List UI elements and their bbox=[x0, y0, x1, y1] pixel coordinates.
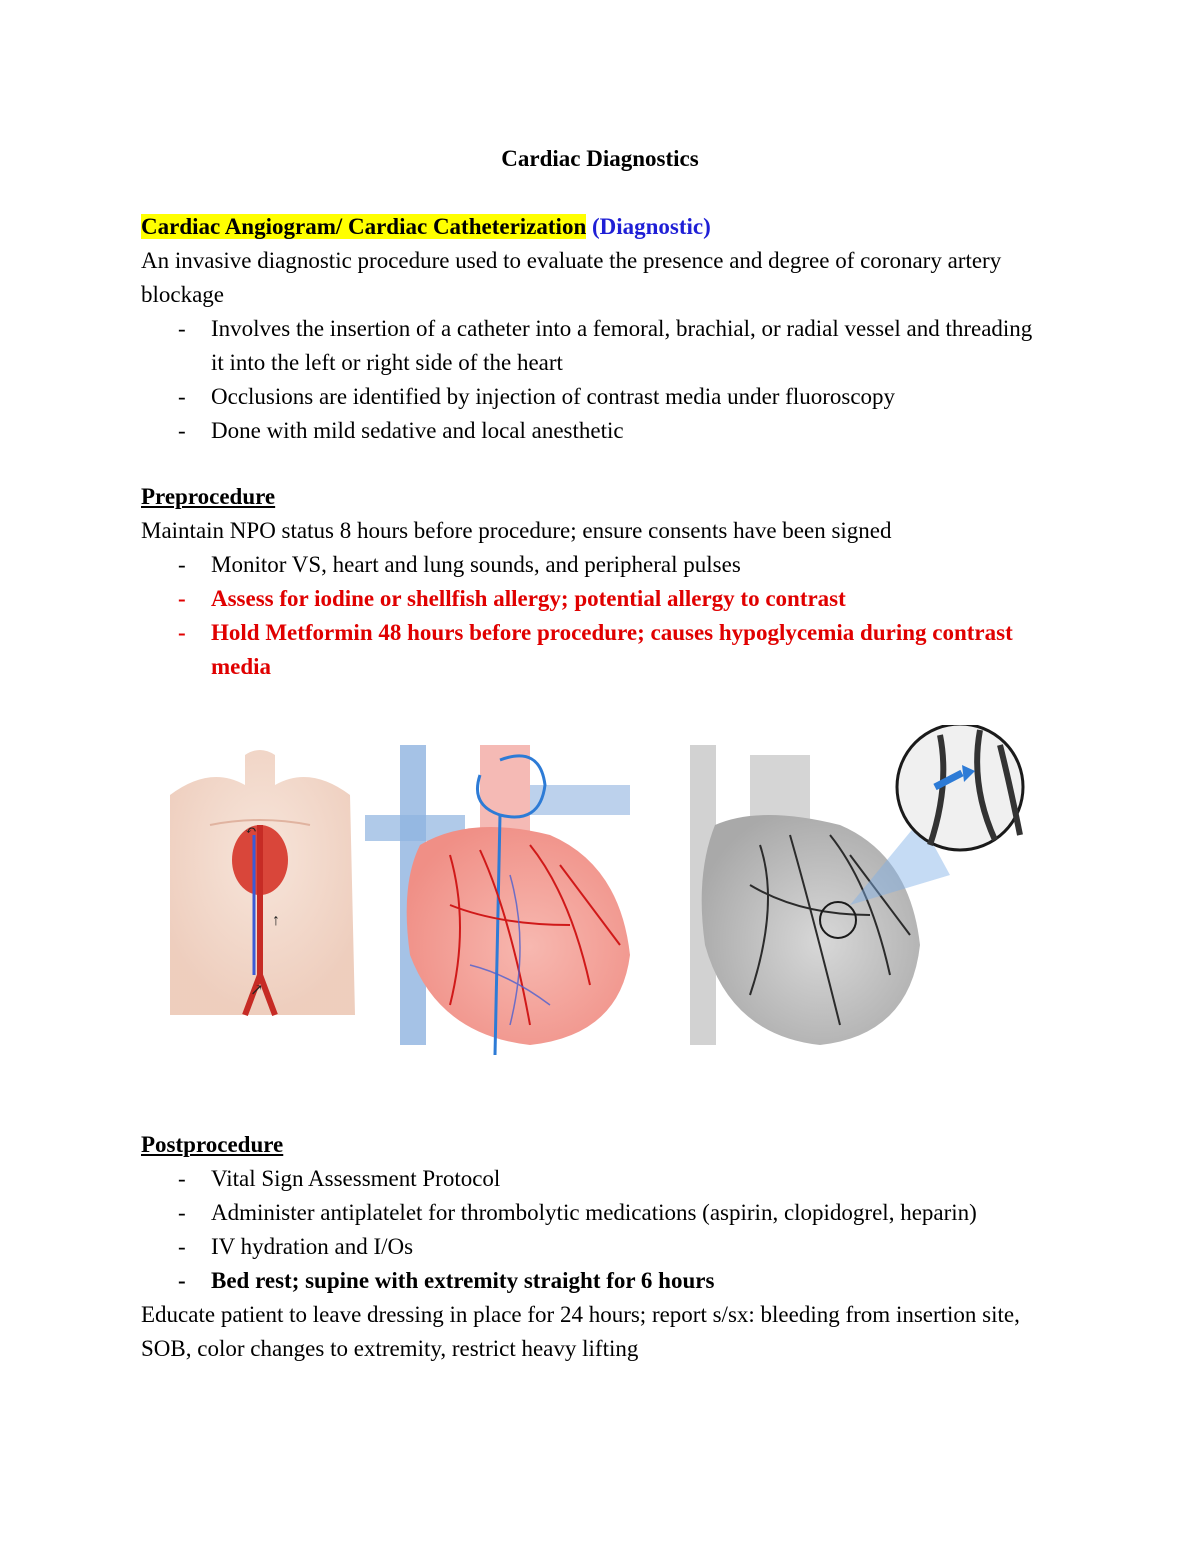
angiogram-panel bbox=[690, 725, 1023, 1045]
list-item bbox=[141, 1162, 1041, 1196]
list-item bbox=[141, 1196, 1041, 1230]
angiogram-bullet-list bbox=[141, 312, 1041, 448]
bullet-dash: - bbox=[178, 1200, 186, 1225]
page-title: Cardiac Diagnostics bbox=[501, 146, 699, 171]
list-item-text: Involves the insertion of a catheter into a femoral, brachial, or radial vessel and threading it into the left or right side of the heart bbox=[211, 316, 1033, 375]
list-item-warning bbox=[141, 616, 1041, 684]
angiogram-section bbox=[141, 210, 1041, 448]
bullet-dash: - bbox=[178, 1234, 186, 1259]
heart-catheter-panel bbox=[365, 745, 630, 1055]
svg-text:↗: ↗ bbox=[250, 982, 264, 999]
section-heading-line bbox=[141, 210, 1041, 244]
list-item-warning bbox=[141, 582, 1041, 616]
bullet-dash: - bbox=[178, 552, 186, 577]
list-item bbox=[141, 548, 1041, 582]
torso-panel bbox=[170, 750, 355, 1015]
list-item-text: Administer antiplatelet for thrombolytic medications (aspirin, clopidogrel, heparin) bbox=[211, 1200, 977, 1225]
list-item-text: Vital Sign Assessment Protocol bbox=[211, 1166, 501, 1191]
list-item bbox=[141, 1230, 1041, 1264]
list-item bbox=[141, 380, 1041, 414]
postprocedure-section bbox=[141, 1128, 1041, 1366]
preprocedure-section bbox=[141, 480, 1041, 684]
svg-text:↶: ↶ bbox=[245, 824, 257, 839]
list-item-text: Bed rest; supine with extremity straight for 6 hours bbox=[211, 1268, 715, 1293]
list-item-text: Hold Metformin 48 hours before procedure; causes hypoglycemia during contrast media bbox=[211, 620, 1013, 679]
postprocedure-heading: Postprocedure bbox=[141, 1132, 284, 1157]
list-item-text: Occlusions are identified by injection of contrast media under fluoroscopy bbox=[211, 384, 896, 409]
list-item bbox=[141, 414, 1041, 448]
postprocedure-closing: Educate patient to leave dressing in place for 24 hours; report s/sx: bleeding from insertion site, SOB, color changes to extremity, restrict heavy lifting bbox=[141, 1302, 1020, 1361]
bullet-dash: - bbox=[178, 620, 186, 645]
magnified-view bbox=[897, 725, 1023, 850]
bullet-dash: - bbox=[178, 384, 186, 409]
list-item bbox=[141, 312, 1041, 380]
list-item-emphasis bbox=[141, 1264, 1041, 1298]
svg-text:↑: ↑ bbox=[272, 912, 280, 929]
preprocedure-intro: Maintain NPO status 8 hours before procedure; ensure consents have been signed bbox=[141, 518, 892, 543]
diagnostic-tag: (Diagnostic) bbox=[591, 214, 711, 239]
bullet-dash: - bbox=[178, 586, 186, 611]
preprocedure-bullet-list bbox=[141, 548, 1041, 684]
preprocedure-heading: Preprocedure bbox=[141, 484, 276, 509]
section-intro: An invasive diagnostic procedure used to evaluate the presence and degree of coronary artery blockage bbox=[141, 248, 1002, 307]
list-item-text: Assess for iodine or shellfish allergy; potential allergy to contrast bbox=[211, 586, 846, 611]
section-heading: Cardiac Angiogram/ Cardiac Catheterization bbox=[141, 214, 587, 239]
postprocedure-bullet-list bbox=[141, 1162, 1041, 1298]
list-item-text: Monitor VS, heart and lung sounds, and peripheral pulses bbox=[211, 552, 741, 577]
bullet-dash: - bbox=[178, 418, 186, 443]
illustration-svg bbox=[150, 725, 1050, 1055]
bullet-dash: - bbox=[178, 1166, 186, 1191]
bullet-dash: - bbox=[178, 316, 186, 341]
list-item-text: IV hydration and I/Os bbox=[211, 1234, 414, 1259]
bullet-dash: - bbox=[178, 1268, 186, 1293]
list-item-text: Done with mild sedative and local anesthetic bbox=[211, 418, 624, 443]
catheterization-illustration bbox=[150, 725, 1050, 1055]
